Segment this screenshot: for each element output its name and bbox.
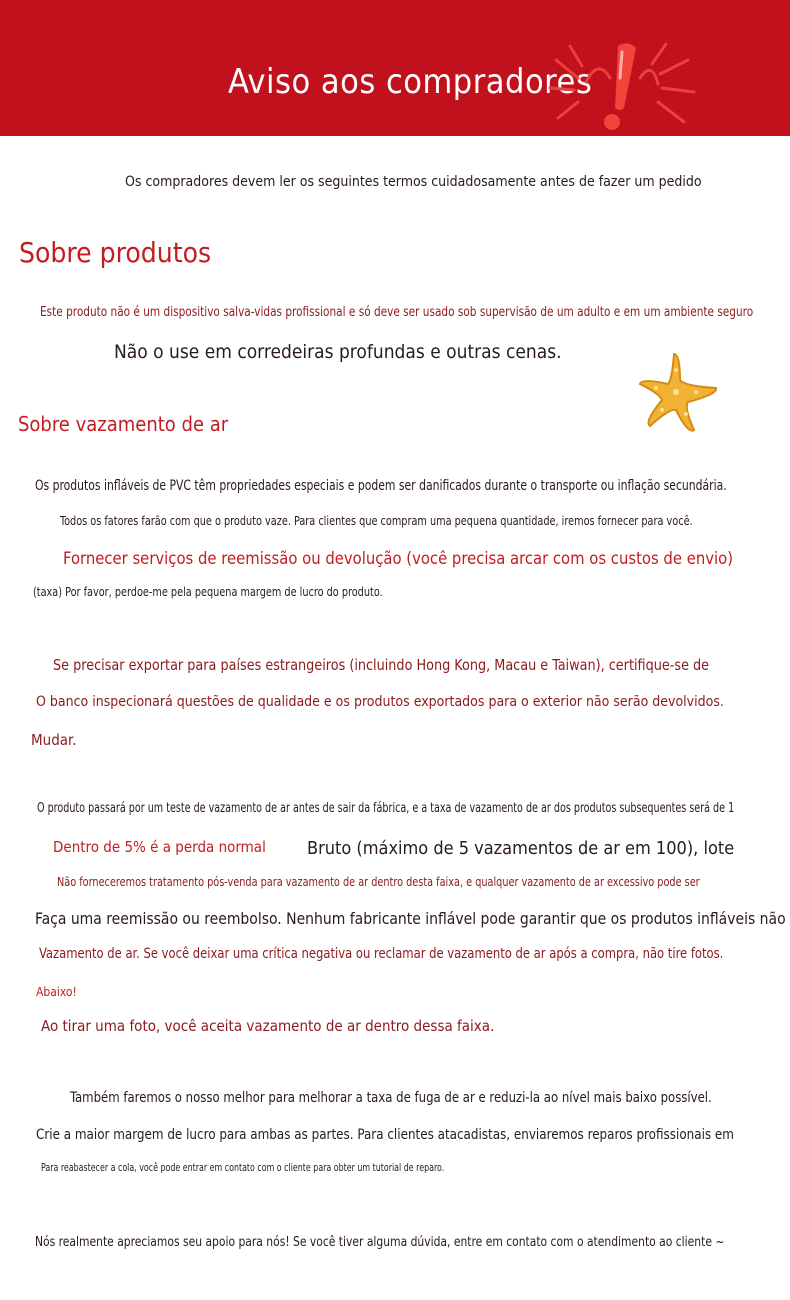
- exclamation-burst-icon: [548, 38, 698, 132]
- vazamento-p5: Se precisar exportar para países estrangeiros (incluindo Hong Kong, Macau e Taiwan), certifique-se de: [53, 656, 710, 674]
- header-banner: [0, 0, 790, 136]
- vazamento-p4: (taxa) Por favor, perdoe-me pela pequena margem de lucro do produto.: [33, 585, 383, 599]
- vazamento-p8: O produto passará por um teste de vazamento de ar antes de sair da fábrica, e a taxa de vazamento de ar dos produtos subsequentes será de 1: [37, 801, 735, 816]
- vazamento-p7: Mudar.: [31, 731, 77, 749]
- vazamento-p15: Também faremos o nosso melhor para melhorar a taxa de fuga de ar e reduzi-la ao nível mais baixo possível.: [70, 1090, 712, 1106]
- vazamento-p16: Crie a maior margem de lucro para ambas as partes. Para clientes atacadistas, enviaremos reparos profissionais em: [36, 1127, 734, 1143]
- page-title: Aviso aos compradores: [228, 62, 593, 102]
- vazamento-p11: Faça uma reemissão ou reembolso. Nenhum fabricante inflável pode garantir que os produtos infláveis não: [35, 909, 786, 928]
- intro-text: Os compradores devem ler os seguintes termos cuidadosamente antes de fazer um pedido: [125, 174, 702, 190]
- vazamento-p9b: Bruto (máximo de 5 vazamentos de ar em 100), lote: [307, 838, 735, 859]
- vazamento-p9a: Dentro de 5% é a perda normal: [53, 838, 266, 856]
- produtos-line-2: Não o use em corredeiras profundas e outras cenas.: [114, 341, 562, 363]
- vazamento-p12: Vazamento de ar. Se você deixar uma crítica negativa ou reclamar de vazamento de ar após a compra, não tire fotos.: [39, 946, 724, 962]
- vazamento-p10: Não forneceremos tratamento pós-venda para vazamento de ar dentro desta faixa, e qualquer vazamento de ar excessivo pode ser: [57, 875, 700, 889]
- closing-text: Nós realmente apreciamos seu apoio para nós! Se você tiver alguma dúvida, entre em contato com o atendimento ao cliente ~: [35, 1235, 725, 1250]
- vazamento-p6: O banco inspecionará questões de qualidade e os produtos exportados para o exterior não serão devolvidos.: [36, 694, 724, 710]
- section-heading-produtos: Sobre produtos: [19, 236, 212, 269]
- vazamento-p17: Para reabastecer a cola, você pode entrar em contato com o cliente para obter um tutorial de reparo.: [41, 1161, 445, 1174]
- vazamento-p2: Todos os fatores farão com que o produto vaze. Para clientes que compram uma pequena quantidade, iremos fornecer para você.: [60, 514, 693, 528]
- vazamento-p13: Abaixo!: [36, 985, 77, 999]
- produtos-line-1: Este produto não é um dispositivo salva-vidas profissional e só deve ser usado sob supervisão de um adulto e em um ambiente seguro: [40, 305, 754, 320]
- vazamento-p3: Fornecer serviços de reemissão ou devolução (você precisa arcar com os custos de envio): [63, 549, 733, 569]
- vazamento-p1: Os produtos infláveis de PVC têm propriedades especiais e podem ser danificados durante o transporte ou inflação secundária.: [35, 478, 727, 494]
- vazamento-p14: Ao tirar uma foto, você aceita vazamento de ar dentro dessa faixa.: [41, 1017, 495, 1035]
- section-heading-vazamento: Sobre vazamento de ar: [18, 412, 229, 436]
- starfish-icon: [636, 350, 720, 434]
